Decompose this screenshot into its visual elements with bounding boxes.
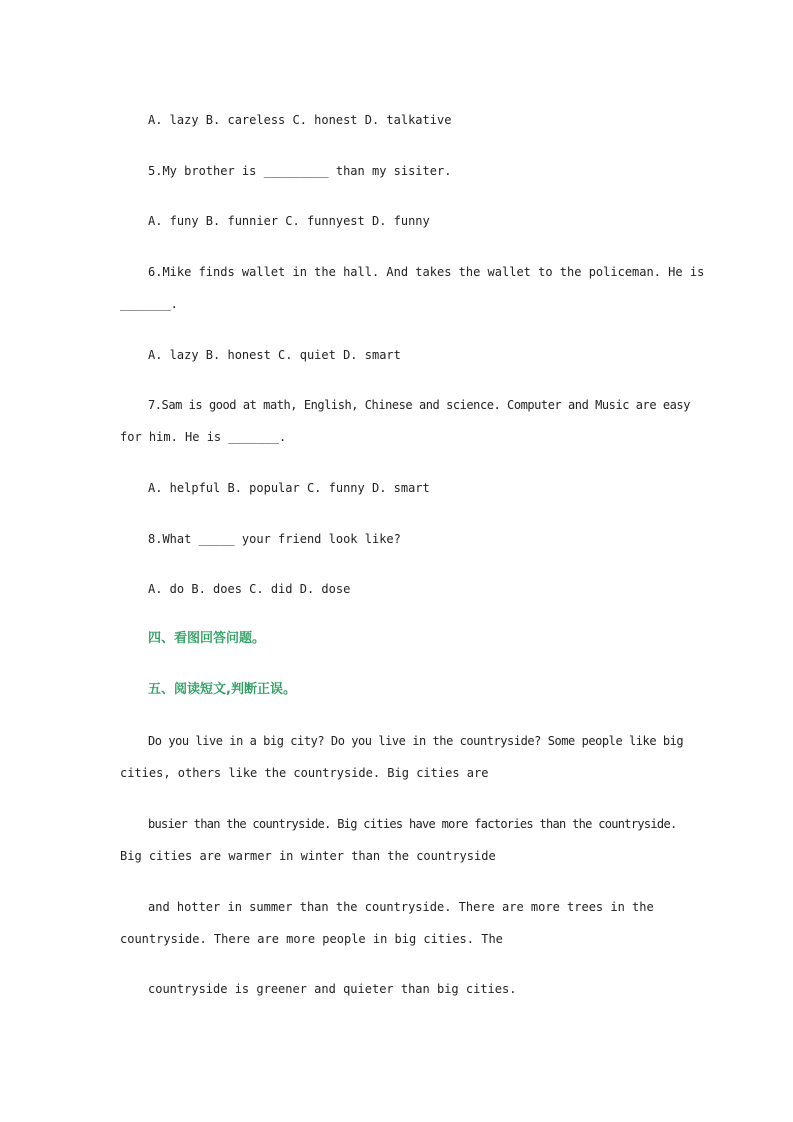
q8-stem: 8.What _____ your friend look like?	[148, 532, 401, 546]
section-4-heading: 四、看图回答问题。	[148, 631, 266, 646]
q5-options: A. funy B. funnier C. funnyest D. funny	[148, 214, 430, 228]
q6-options: A. lazy B. honest C. quiet D. smart	[148, 348, 401, 362]
passage-p3-line1: and hotter in summer than the countryside. There are more trees in the	[148, 900, 654, 914]
q7-stem-line2: for him. He is _______.	[120, 430, 287, 444]
q7-options: A. helpful B. popular C. funny D. smart	[148, 481, 430, 495]
passage-p1-line1: Do you live in a big city? Do you live in the countryside? Some people like big	[148, 734, 684, 748]
q4-options: A. lazy B. careless C. honest D. talkative	[148, 113, 452, 127]
q8-options: A. do B. does C. did D. dose	[148, 582, 351, 596]
q6-stem-line2: _______.	[120, 297, 178, 311]
q7-stem-line1: 7.Sam is good at math, English, Chinese and science. Computer and Music are easy	[148, 398, 690, 412]
q6-stem-line1: 6.Mike finds wallet in the hall. And takes the wallet to the policeman. He is	[148, 265, 705, 279]
passage-p3-line2: countryside. There are more people in big cities. The	[120, 932, 503, 946]
passage-p2-line1: busier than the countryside. Big cities have more factories than the countryside.	[148, 817, 677, 831]
passage-p2-line2: Big cities are warmer in winter than the countryside	[120, 849, 496, 863]
passage-p1-line2: cities, others like the countryside. Big cities are	[120, 766, 489, 780]
passage-p4-line1: countryside is greener and quieter than big cities.	[148, 982, 517, 996]
section-5-heading: 五、阅读短文,判断正误。	[148, 682, 296, 697]
q5-stem: 5.My brother is _________ than my sisiter.	[148, 164, 452, 178]
